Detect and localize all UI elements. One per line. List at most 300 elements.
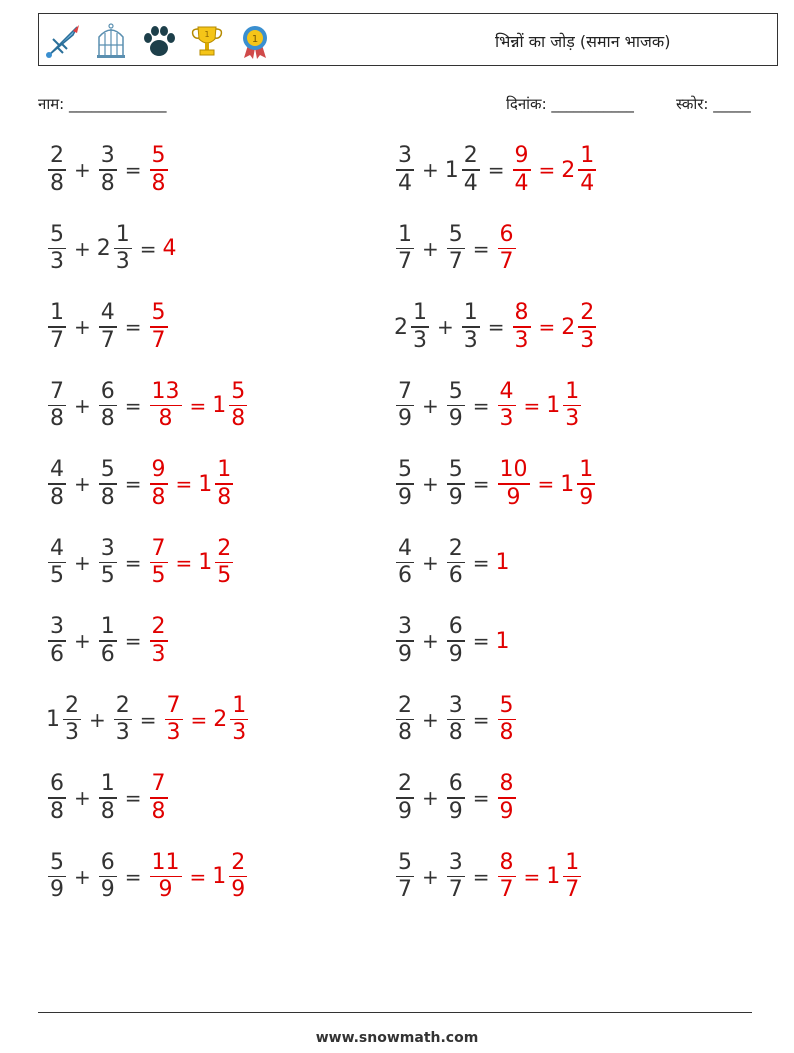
answer (148, 614, 170, 668)
denominator: 9 (448, 406, 463, 432)
numerator: 2 (398, 692, 412, 718)
plus-sign: + (422, 158, 439, 182)
addend-fraction (48, 850, 66, 904)
numerator: 5 (398, 849, 412, 875)
answer-value-fraction (165, 693, 183, 747)
denominator: 8 (398, 720, 412, 746)
addend-fraction (447, 457, 465, 511)
equals-sign: = (472, 550, 490, 575)
medal-icon (235, 21, 275, 61)
addend-fraction (447, 614, 465, 668)
header-icons (43, 21, 275, 61)
addend (97, 457, 119, 511)
addend (460, 300, 482, 354)
answer-value (496, 629, 511, 654)
numerator: 2 (151, 614, 166, 640)
denominator: 9 (398, 641, 412, 667)
equals-sign: = (139, 707, 157, 732)
addend-fraction (48, 300, 66, 354)
answer-value-whole: 1 (560, 471, 575, 497)
answer-value (496, 850, 518, 904)
name-field-label: नाम: _____________ (38, 95, 167, 113)
denominator: 8 (50, 406, 64, 432)
equals-sign: = (487, 158, 505, 182)
answer-value-fraction (577, 457, 595, 511)
problem-item (46, 376, 249, 436)
equals-sign: = (523, 393, 541, 418)
answer (163, 693, 251, 747)
denominator: 5 (151, 563, 166, 589)
numerator: 1 (413, 300, 427, 326)
numerator: 6 (448, 771, 463, 797)
denominator: 7 (398, 249, 412, 275)
problem-item (46, 297, 170, 357)
denominator: 8 (50, 484, 64, 510)
problem-item (46, 690, 250, 750)
answer-value-whole: 1 (212, 393, 227, 418)
addend (46, 850, 68, 904)
denominator: 8 (151, 170, 166, 196)
addend-fraction (447, 850, 465, 904)
denominator: 5 (50, 563, 64, 589)
addend-fraction (63, 693, 81, 747)
answer-value-fraction (578, 143, 596, 197)
answer-value (496, 222, 518, 276)
denominator: 3 (166, 720, 181, 746)
problem-item (394, 297, 598, 357)
equals-sign: = (175, 472, 193, 496)
denominator: 8 (231, 406, 246, 432)
answer-value-whole: 2 (561, 157, 576, 183)
plus-sign: + (74, 786, 91, 810)
answer-value-fraction (498, 379, 516, 433)
answer (511, 143, 599, 197)
addend-fraction (99, 771, 117, 825)
numerator: 2 (65, 692, 79, 718)
problem-item (46, 454, 235, 514)
addend-fraction (447, 771, 465, 825)
numerator: 1 (217, 457, 232, 483)
problem-item (394, 611, 511, 671)
problem-item (394, 690, 518, 750)
answer-value (212, 379, 249, 433)
denominator: 5 (100, 563, 115, 589)
denominator: 8 (158, 406, 173, 432)
addend-whole: 2 (394, 314, 408, 340)
equals-sign: = (124, 315, 142, 339)
answer-value (148, 771, 170, 825)
addend (46, 614, 68, 668)
trophy-icon (187, 21, 227, 61)
addend (46, 693, 83, 747)
denominator: 3 (565, 406, 580, 432)
numerator: 13 (151, 378, 180, 404)
answer-value-whole: 1 (546, 393, 561, 418)
numerator: 2 (217, 535, 232, 561)
rocket-icon (43, 21, 83, 61)
addend-fraction (396, 693, 414, 747)
denominator: 3 (499, 406, 514, 432)
equals-sign: = (189, 864, 207, 889)
problem-item (46, 140, 170, 200)
answer-value (148, 379, 184, 433)
denominator: 4 (580, 170, 595, 196)
footer-divider (38, 1012, 752, 1013)
denominator: 7 (100, 327, 115, 353)
addend-fraction (99, 300, 117, 354)
addend (445, 771, 467, 825)
numerator: 3 (100, 535, 115, 561)
footer-url: www.snowmath.com (315, 1030, 479, 1046)
plus-sign: + (74, 315, 91, 339)
addend (46, 457, 68, 511)
addend-fraction (48, 222, 66, 276)
numerator: 4 (50, 457, 64, 483)
answer-value (496, 693, 518, 747)
addend (97, 850, 119, 904)
addend (394, 222, 416, 276)
addend-fraction (396, 614, 414, 668)
answer (511, 300, 599, 354)
addend-fraction (396, 143, 414, 197)
addend-fraction (396, 379, 414, 433)
problem-item (394, 376, 583, 436)
answer-value-fraction (230, 693, 248, 747)
answer (163, 236, 178, 261)
answer-value (213, 693, 250, 747)
addend (46, 771, 68, 825)
numerator: 1 (100, 614, 115, 640)
answer-value (163, 693, 185, 747)
numerator: 5 (100, 457, 115, 483)
answer-value (511, 143, 533, 197)
problem-item (394, 533, 511, 593)
denominator: 8 (217, 484, 232, 510)
denominator: 6 (50, 641, 64, 667)
numerator: 11 (151, 849, 180, 875)
denominator: 8 (100, 798, 115, 824)
answer-value-fraction (150, 850, 182, 904)
answer-value-fraction (498, 850, 516, 904)
denominator: 9 (398, 798, 412, 824)
denominator: 9 (50, 877, 64, 903)
denominator: 3 (115, 720, 130, 746)
addend-fraction (99, 457, 117, 511)
addend-whole: 1 (46, 707, 60, 732)
numerator: 3 (398, 614, 412, 640)
numerator: 1 (398, 221, 412, 247)
answer (148, 536, 236, 590)
answer-value-fraction (150, 771, 168, 825)
numerator: 10 (499, 457, 528, 483)
denominator: 4 (463, 170, 478, 196)
numerator: 8 (499, 849, 514, 875)
plus-sign: + (74, 158, 91, 182)
worksheet-title: भिन्नों का जोड़ (समान भाजक) (495, 32, 671, 51)
denominator: 9 (398, 406, 412, 432)
addend (97, 143, 119, 197)
addend-fraction (447, 693, 465, 747)
denominator: 6 (448, 563, 463, 589)
numerator: 6 (499, 221, 514, 247)
denominator: 3 (514, 327, 529, 353)
numerator: 7 (166, 692, 181, 718)
answer-value-whole: 2 (561, 314, 576, 340)
denominator: 7 (448, 877, 463, 903)
problem-item (394, 454, 597, 514)
equals-sign: = (175, 550, 193, 575)
addend (445, 457, 467, 511)
equals-sign: = (190, 707, 208, 732)
denominator: 8 (151, 484, 166, 510)
answer (148, 300, 170, 354)
equals-sign: = (472, 629, 490, 653)
addend (46, 536, 68, 590)
equals-sign: = (538, 158, 556, 182)
addend-fraction (396, 850, 414, 904)
numerator: 6 (100, 849, 115, 875)
equals-sign: = (472, 707, 490, 732)
answer-value (148, 457, 170, 511)
answer-value-fraction (150, 300, 168, 354)
addend (445, 614, 467, 668)
numerator: 5 (231, 378, 246, 404)
answer-value (148, 143, 170, 197)
numerator: 1 (579, 457, 594, 483)
answer-value-fraction (150, 143, 168, 197)
denominator: 7 (499, 249, 514, 275)
numerator: 3 (448, 692, 463, 718)
numerator: 6 (448, 614, 463, 640)
denominator: 9 (158, 877, 173, 903)
answer-value-fraction (215, 457, 233, 511)
addend (394, 379, 416, 433)
addend-fraction (99, 379, 117, 433)
denominator: 8 (50, 798, 64, 824)
plus-sign: + (422, 786, 439, 810)
denominator: 3 (232, 720, 247, 746)
plus-sign: + (422, 550, 439, 575)
denominator: 9 (499, 798, 514, 824)
addend (46, 379, 68, 433)
problem-item (394, 140, 598, 200)
answer-value (148, 536, 170, 590)
answer-value-whole: 1 (495, 628, 510, 654)
answer-value (496, 771, 518, 825)
denominator: 9 (506, 484, 521, 510)
denominator: 8 (50, 170, 64, 196)
plus-sign: + (422, 393, 439, 418)
answer-value (511, 300, 533, 354)
denominator: 3 (580, 327, 595, 353)
addend (97, 379, 119, 433)
answer-value (546, 850, 583, 904)
addend-fraction (99, 143, 117, 197)
numerator: 9 (151, 457, 166, 483)
addend-fraction (447, 536, 465, 590)
answer-value (148, 300, 170, 354)
equals-sign: = (472, 864, 490, 889)
problem-item (46, 611, 170, 671)
answer-value-fraction (150, 457, 168, 511)
addend (445, 379, 467, 433)
plus-sign: + (74, 550, 91, 575)
numerator: 2 (398, 771, 412, 797)
addend-fraction (447, 222, 465, 276)
answer-value-fraction (578, 300, 596, 354)
paw-icon (139, 21, 179, 61)
denominator: 3 (65, 720, 79, 746)
numerator: 3 (448, 849, 463, 875)
plus-sign: + (74, 236, 91, 261)
denominator: 4 (398, 170, 412, 196)
numerator: 2 (231, 849, 246, 875)
addend-whole: 2 (96, 236, 111, 261)
problem-item (394, 219, 518, 279)
plus-sign: + (422, 707, 439, 732)
addend (394, 143, 416, 197)
denominator: 7 (565, 877, 580, 903)
equals-sign: = (124, 393, 142, 418)
numerator: 4 (100, 300, 115, 326)
score-field-label: स्कोर: _____ (676, 95, 751, 113)
equals-sign: = (124, 629, 142, 653)
denominator: 3 (50, 249, 64, 275)
equals-sign: = (538, 315, 556, 339)
answer-value-fraction (563, 850, 581, 904)
addend (97, 614, 119, 668)
answer (148, 379, 250, 433)
addend (46, 300, 68, 354)
numerator: 3 (398, 143, 412, 169)
addend-whole: 1 (444, 157, 459, 183)
addend (394, 300, 431, 354)
addend-fraction (114, 693, 132, 747)
numerator: 4 (398, 535, 412, 561)
problem-item (46, 533, 235, 593)
plus-sign: + (422, 472, 439, 496)
addend-fraction (48, 379, 66, 433)
problem-item (46, 847, 249, 907)
equals-sign: = (124, 864, 142, 889)
equals-sign: = (124, 550, 142, 575)
equals-sign: = (523, 864, 541, 889)
answer-value (198, 457, 235, 511)
denominator: 4 (514, 170, 529, 196)
denominator: 3 (413, 327, 427, 353)
denominator: 7 (398, 877, 412, 903)
denominator: 7 (151, 327, 166, 353)
answer-value-fraction (150, 614, 168, 668)
addend-fraction (114, 222, 132, 276)
answer (148, 771, 170, 825)
addend-fraction (462, 300, 480, 354)
answer-value-fraction (563, 379, 581, 433)
denominator: 9 (448, 798, 463, 824)
plus-sign: + (74, 629, 91, 653)
answer-value-whole: 1 (198, 471, 213, 497)
answer-value-whole: 2 (213, 707, 228, 732)
addend (445, 850, 467, 904)
denominator: 8 (448, 720, 463, 746)
answer-value (560, 457, 597, 511)
denominator: 7 (499, 877, 514, 903)
numerator: 5 (50, 849, 64, 875)
answer (148, 143, 170, 197)
plus-sign: + (89, 707, 106, 732)
problem-item (46, 219, 178, 279)
numerator: 7 (151, 535, 166, 561)
date-field-label: दिनांक: ___________ (506, 95, 634, 113)
plus-sign: + (74, 472, 91, 496)
numerator: 5 (50, 221, 64, 247)
numerator: 4 (499, 378, 514, 404)
numerator: 7 (50, 378, 64, 404)
numerator: 8 (514, 300, 529, 326)
denominator: 9 (100, 877, 115, 903)
worksheet-header (38, 13, 778, 66)
addend (445, 693, 467, 747)
numerator: 7 (398, 378, 412, 404)
numerator: 9 (514, 143, 529, 169)
addend-fraction (48, 457, 66, 511)
numerator: 5 (499, 692, 514, 718)
denominator: 3 (151, 641, 166, 667)
numerator: 1 (100, 771, 115, 797)
answer-value-whole: 1 (546, 864, 561, 889)
plus-sign: + (422, 236, 439, 261)
numerator: 1 (580, 143, 595, 169)
addend-fraction (99, 614, 117, 668)
answer (496, 771, 518, 825)
addend (394, 693, 416, 747)
numerator: 2 (463, 143, 478, 169)
equals-sign: = (472, 786, 490, 810)
answer-value-fraction (229, 379, 247, 433)
equals-sign: = (124, 158, 142, 182)
addend (394, 536, 416, 590)
numerator: 6 (50, 771, 64, 797)
numerator: 7 (151, 771, 166, 797)
denominator: 6 (100, 641, 115, 667)
addend (97, 771, 119, 825)
numerator: 1 (565, 378, 580, 404)
answer-value (212, 850, 249, 904)
denominator: 9 (231, 877, 246, 903)
numerator: 2 (115, 692, 130, 718)
equals-sign: = (487, 315, 505, 339)
addend (97, 222, 134, 276)
plus-sign: + (437, 315, 454, 339)
answer-value-fraction (229, 850, 247, 904)
addend-fraction (447, 379, 465, 433)
addend-fraction (396, 457, 414, 511)
svg-text:1: 1 (204, 30, 210, 39)
numerator: 1 (115, 221, 130, 247)
problem-item (394, 847, 583, 907)
answer (496, 550, 511, 575)
addend (394, 771, 416, 825)
answer (496, 693, 518, 747)
answer-value-fraction (498, 457, 530, 511)
addend (445, 536, 467, 590)
answer-value-whole: 1 (212, 864, 227, 889)
equals-sign: = (537, 472, 555, 496)
plus-sign: + (422, 864, 439, 889)
answer-value (561, 143, 598, 197)
addend (394, 457, 416, 511)
addend (97, 300, 119, 354)
